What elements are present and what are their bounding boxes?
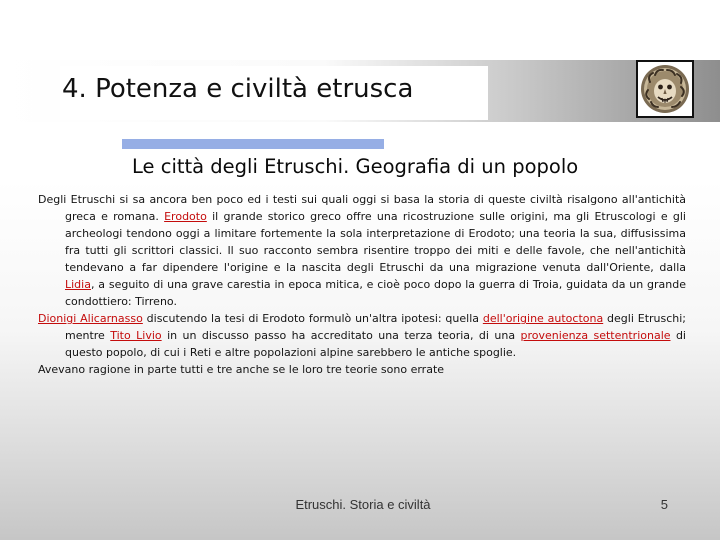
title-accent-bar [122, 139, 384, 149]
paragraph-text: Avevano ragione in parte tutti e tre anche se le loro tre teorie sono errate [38, 363, 445, 377]
body-paragraph [38, 361, 686, 378]
paragraph-text: discutendo la tesi di Erodoto formulò un'altra ipotesi: quella [142, 312, 483, 326]
hyperlink-text[interactable]: dell'origine autoctona [482, 312, 604, 326]
slide-title: 4. Potenza e civiltà etrusca [62, 74, 414, 104]
hyperlink-text[interactable]: Tito Livio [110, 329, 162, 343]
paragraph-text: , a seguito di una grave carestia in epoca mitica, e cioè poco dopo la guerra di Troia, guidata da un grande condottiero: Tirreno. [65, 278, 686, 309]
paragraph-text: il grande storico greco offre una ricostruzione sulle origini, ma gli Etruscologi e gli archeologi tendono oggi a limitare fortemente la sola interpretazione di Erodoto; una teoria la sua, diffusissima fra tutti gli scrittori classici. Il suo racconto sembra risentire troppo dei miti e delle favole, che nell'antichità tendevano a far dipendere l'origine e la nascita degli Etruschi da una migrazione venuta dall'Oriente, dalla [65, 210, 686, 275]
body-paragraph [38, 191, 686, 310]
body-text [38, 191, 686, 379]
paragraph-text: degli Etruschi; mentre [65, 312, 687, 343]
hyperlink-text[interactable]: Dionigi Alicarnasso [38, 312, 143, 326]
body-paragraph [38, 310, 686, 361]
hyperlink-text[interactable]: Lidia [65, 278, 91, 292]
hyperlink-text[interactable]: Erodoto [164, 210, 207, 224]
paragraph-text: Degli Etruschi si sa ancora ben poco ed i testi sui quali oggi si basa la storia di queste civiltà risalgono all'antichità greca e romana. [38, 193, 686, 224]
hyperlink-text[interactable]: provenienza settentrionale [520, 329, 671, 343]
page-number: 5 [660, 497, 668, 512]
paragraph-text: di questo popolo, di cui i Reti e altre popolazioni alpine sarebbero le antiche spoglie. [65, 329, 686, 360]
slide-footer: Etruschi. Storia e civiltà [295, 497, 431, 512]
paragraph-text: in un discusso passo ha accreditato una terza teoria, di una [161, 329, 521, 343]
slide-subtitle: Le città degli Etruschi. Geografia di un popolo [132, 155, 579, 178]
etruscan-coin-gorgon-icon [636, 60, 694, 118]
